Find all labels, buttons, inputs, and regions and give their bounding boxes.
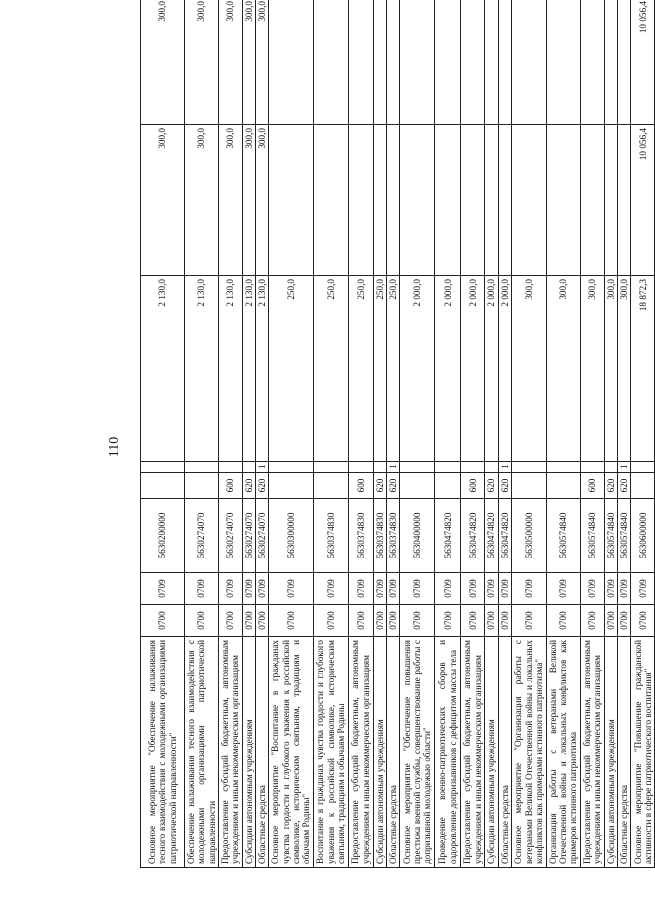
row-amount-year-1: 2 000,0: [485, 276, 498, 462]
row-name: Предоставление субсидий бюджетным, автономным учреждениям и иным некоммерческим организациям: [348, 637, 373, 868]
row-amount-year-3: 300,0: [141, 0, 185, 125]
table-row: [511, 0, 546, 868]
row-section: 0700: [400, 605, 435, 637]
row-subsection: 0709: [511, 573, 546, 605]
row-target-article: 5630200000: [141, 499, 185, 573]
row-section: 0700: [511, 605, 546, 637]
row-amount-year-1: 300,0: [546, 276, 580, 462]
row-section: 0700: [269, 605, 313, 637]
row-subsection: 0709: [435, 573, 461, 605]
row-expense-type: 600: [218, 473, 242, 499]
row-amount-year-3: 300,0: [185, 0, 219, 125]
row-name: Субсидии автономным учреждениям: [242, 637, 255, 868]
row-amount-year-1: 2 130,0: [141, 276, 185, 462]
table-row: [373, 0, 386, 868]
row-target-article: 5630374830: [313, 499, 348, 573]
row-target-article: 5630300000: [269, 499, 313, 573]
row-section: 0700: [435, 605, 461, 637]
row-expense-type: 620: [485, 473, 498, 499]
row-amount-year-3: [400, 0, 435, 125]
row-amount-year-2: [313, 125, 348, 276]
row-subsection: 0709: [269, 573, 313, 605]
row-section: 0700: [580, 605, 604, 637]
row-amount-year-2: [618, 125, 631, 276]
row-source-mark: [485, 462, 498, 473]
row-amount-year-3: [580, 0, 604, 125]
row-amount-year-1: 2 000,0: [400, 276, 435, 462]
row-amount-year-1: 2 000,0: [435, 276, 461, 462]
row-amount-year-1: 300,0: [618, 276, 631, 462]
row-subsection: 0709: [373, 573, 386, 605]
row-amount-year-1: 250,0: [313, 276, 348, 462]
row-subsection: 0709: [386, 573, 399, 605]
row-amount-year-2: [435, 125, 461, 276]
row-name: Областные средства: [256, 637, 269, 868]
row-amount-year-1: 2 000,0: [498, 276, 511, 462]
row-subsection: 0709: [546, 573, 580, 605]
row-section: 0700: [604, 605, 617, 637]
table-row: [386, 0, 399, 868]
row-subsection: 0709: [461, 573, 485, 605]
row-name: Основное мероприятие "Организация работы с ветеранами Великой Отечественной войны и локальных конфликтов как примерами истинного патриотизма": [511, 637, 546, 868]
row-amount-year-2: [461, 125, 485, 276]
budget-table: [140, 0, 655, 868]
row-amount-year-1: 250,0: [386, 276, 399, 462]
row-name: Основное мероприятие "Воспитание в гражданах чувства гордости и глубокого уважения к российской символике, историческим святыням, традициям и обычаям Родины": [269, 637, 313, 868]
row-expense-type: 620: [498, 473, 511, 499]
row-amount-year-1: 300,0: [580, 276, 604, 462]
row-source-mark: [242, 462, 255, 473]
table-row: [256, 0, 269, 868]
row-name: Проведение военно-патриотических сборов и оздоровление допризывников с дефицитом массы тела: [435, 637, 461, 868]
row-amount-year-1: 2 130,0: [218, 276, 242, 462]
row-name: Организация работы с ветеранами Великой Отечественной войны и локальных конфликтов как примеров истинного патриотизма: [546, 637, 580, 868]
row-source-mark: [631, 462, 655, 473]
table-row: [435, 0, 461, 868]
row-name: Основное мероприятие "Обеспечение налаживания тесного взаимодействия с молодежными организациями патриотической направленности": [141, 637, 185, 868]
row-amount-year-1: 250,0: [348, 276, 373, 462]
row-expense-type: [631, 473, 655, 499]
row-target-article: 5630474820: [435, 499, 461, 573]
row-subsection: 0709: [185, 573, 219, 605]
table-row: [218, 0, 242, 868]
table-row: [461, 0, 485, 868]
row-name: Областные средства: [618, 637, 631, 868]
row-source-mark: [269, 462, 313, 473]
row-expense-type: 620: [604, 473, 617, 499]
row-name: Воспитание в гражданах чувства гордости и глубокого уважения к российской символике, историческим святыням, традициям и обычаям Родины: [313, 637, 348, 868]
row-target-article: 5630274070: [256, 499, 269, 573]
row-target-article: 5630274070: [242, 499, 255, 573]
table-row: [498, 0, 511, 868]
row-amount-year-3: [435, 0, 461, 125]
row-source-mark: [141, 462, 185, 473]
row-amount-year-2: [400, 125, 435, 276]
table-row: [242, 0, 255, 868]
row-amount-year-1: 300,0: [604, 276, 617, 462]
row-section: 0700: [618, 605, 631, 637]
row-amount-year-3: [498, 0, 511, 125]
row-target-article: 5630474820: [485, 499, 498, 573]
row-target-article: 5630574840: [604, 499, 617, 573]
row-name: Областные средства: [386, 637, 399, 868]
row-name: Предоставление субсидий бюджетным, автономным учреждениям и иным некоммерческим организациям: [580, 637, 604, 868]
row-source-mark: [604, 462, 617, 473]
row-target-article: 5630400000: [400, 499, 435, 573]
row-amount-year-1: 250,0: [269, 276, 313, 462]
table-row: [400, 0, 435, 868]
row-amount-year-3: [269, 0, 313, 125]
row-section: 0700: [256, 605, 269, 637]
row-amount-year-2: [373, 125, 386, 276]
row-source-mark: [580, 462, 604, 473]
row-name: Основное мероприятие "Повышение гражданской активности в сфере патриотического воспитания": [631, 637, 655, 868]
row-amount-year-1: 2 000,0: [461, 276, 485, 462]
row-subsection: 0709: [218, 573, 242, 605]
row-amount-year-2: [386, 125, 399, 276]
row-target-article: 5630474820: [498, 499, 511, 573]
row-amount-year-3: 300,0: [218, 0, 242, 125]
row-subsection: 0709: [618, 573, 631, 605]
row-amount-year-1: 2 130,0: [256, 276, 269, 462]
table-row: [485, 0, 498, 868]
row-source-mark: [313, 462, 348, 473]
row-source-mark: 1: [618, 462, 631, 473]
table-row: [348, 0, 373, 868]
table-row: [269, 0, 313, 868]
table-row: [141, 0, 185, 868]
row-target-article: 5630474820: [461, 499, 485, 573]
row-target-article: 5630574840: [618, 499, 631, 573]
row-section: 0700: [546, 605, 580, 637]
row-amount-year-3: [313, 0, 348, 125]
row-source-mark: [400, 462, 435, 473]
row-expense-type: [141, 473, 185, 499]
table-row: [604, 0, 617, 868]
row-section: 0700: [631, 605, 655, 637]
row-amount-year-3: [348, 0, 373, 125]
row-target-article: 5630500000: [511, 499, 546, 573]
row-amount-year-2: 300,0: [242, 125, 255, 276]
row-amount-year-3: [511, 0, 546, 125]
row-expense-type: [435, 473, 461, 499]
row-subsection: 0709: [485, 573, 498, 605]
row-name: Предоставление субсидий бюджетным, автономным учреждениям и иным некоммерческим организациям: [218, 637, 242, 868]
row-name: Основное мероприятие "Обеспечение повышения престижа военной службы, совершенствование работы с допризывной молодежью области": [400, 637, 435, 868]
row-subsection: 0709: [348, 573, 373, 605]
row-section: 0700: [498, 605, 511, 637]
row-name: Субсидии автономным учреждениям: [373, 637, 386, 868]
row-target-article: 5630574840: [580, 499, 604, 573]
row-expense-type: [400, 473, 435, 499]
row-section: 0700: [386, 605, 399, 637]
row-amount-year-1: 18 872,3: [631, 276, 655, 462]
row-amount-year-2: [546, 125, 580, 276]
table-row: [618, 0, 631, 868]
row-amount-year-2: [511, 125, 546, 276]
row-source-mark: [435, 462, 461, 473]
row-target-article: 5630374830: [386, 499, 399, 573]
row-expense-type: 600: [461, 473, 485, 499]
row-source-mark: 1: [256, 462, 269, 473]
row-amount-year-2: 300,0: [185, 125, 219, 276]
row-expense-type: 620: [373, 473, 386, 499]
row-expense-type: 620: [386, 473, 399, 499]
row-subsection: 0709: [242, 573, 255, 605]
budget-table-body: [141, 0, 655, 868]
row-expense-type: [313, 473, 348, 499]
row-name: Предоставление субсидий бюджетным, автономным учреждениям и иным некоммерческим организациям: [461, 637, 485, 868]
row-amount-year-2: 300,0: [141, 125, 185, 276]
row-expense-type: 600: [580, 473, 604, 499]
row-amount-year-3: 10 056,4: [631, 0, 655, 125]
row-name: Субсидии автономным учреждениям: [604, 637, 617, 868]
row-source-mark: [348, 462, 373, 473]
row-amount-year-2: [269, 125, 313, 276]
row-subsection: 0709: [604, 573, 617, 605]
row-section: 0700: [141, 605, 185, 637]
row-section: 0700: [218, 605, 242, 637]
row-expense-type: 620: [242, 473, 255, 499]
row-target-article: 5630274070: [185, 499, 219, 573]
row-amount-year-2: 10 056,4: [631, 125, 655, 276]
row-expense-type: [269, 473, 313, 499]
row-source-mark: 1: [386, 462, 399, 473]
row-target-article: 5630374830: [373, 499, 386, 573]
row-expense-type: 620: [256, 473, 269, 499]
row-subsection: 0709: [631, 573, 655, 605]
row-amount-year-3: [386, 0, 399, 125]
row-amount-year-1: 2 130,0: [185, 276, 219, 462]
row-section: 0700: [242, 605, 255, 637]
row-expense-type: [185, 473, 219, 499]
row-expense-type: 600: [348, 473, 373, 499]
row-amount-year-2: [498, 125, 511, 276]
row-amount-year-3: [604, 0, 617, 125]
rotated-page: [140, 0, 653, 868]
page-number: 110: [107, 436, 122, 458]
row-expense-type: [546, 473, 580, 499]
row-target-article: 5630374830: [348, 499, 373, 573]
row-source-mark: 1: [498, 462, 511, 473]
row-amount-year-3: 300,0: [242, 0, 255, 125]
row-target-article: 5630600000: [631, 499, 655, 573]
row-section: 0700: [348, 605, 373, 637]
row-amount-year-1: 250,0: [373, 276, 386, 462]
row-source-mark: [373, 462, 386, 473]
row-section: 0700: [485, 605, 498, 637]
row-section: 0700: [373, 605, 386, 637]
row-amount-year-2: 300,0: [256, 125, 269, 276]
row-source-mark: [546, 462, 580, 473]
row-target-article: 5630274070: [218, 499, 242, 573]
row-name: Областные средства: [498, 637, 511, 868]
row-subsection: 0709: [498, 573, 511, 605]
table-row: [546, 0, 580, 868]
row-amount-year-3: [485, 0, 498, 125]
row-amount-year-2: [485, 125, 498, 276]
row-amount-year-3: [546, 0, 580, 125]
row-source-mark: [218, 462, 242, 473]
row-subsection: 0709: [313, 573, 348, 605]
row-amount-year-2: 300,0: [218, 125, 242, 276]
row-amount-year-3: [461, 0, 485, 125]
row-amount-year-3: [373, 0, 386, 125]
row-amount-year-3: [618, 0, 631, 125]
table-row: [313, 0, 348, 868]
row-source-mark: [511, 462, 546, 473]
row-subsection: 0709: [400, 573, 435, 605]
row-amount-year-3: 300,0: [256, 0, 269, 125]
row-expense-type: 620: [618, 473, 631, 499]
row-source-mark: [185, 462, 219, 473]
row-name: Субсидии автономным учреждениям: [485, 637, 498, 868]
row-section: 0700: [313, 605, 348, 637]
row-section: 0700: [185, 605, 219, 637]
row-subsection: 0709: [256, 573, 269, 605]
row-amount-year-2: [348, 125, 373, 276]
table-row: [631, 0, 655, 868]
row-amount-year-1: 2 130,0: [242, 276, 255, 462]
table-row: [580, 0, 604, 868]
table-row: [185, 0, 219, 868]
row-amount-year-2: [580, 125, 604, 276]
row-source-mark: [461, 462, 485, 473]
row-section: 0700: [461, 605, 485, 637]
row-amount-year-1: 300,0: [511, 276, 546, 462]
row-target-article: 5630574840: [546, 499, 580, 573]
row-expense-type: [511, 473, 546, 499]
row-subsection: 0709: [580, 573, 604, 605]
row-name: Обеспечение налаживания тесного взаимодействия с молодежными организациями патриотической направленности: [185, 637, 219, 868]
row-subsection: 0709: [141, 573, 185, 605]
row-amount-year-2: [604, 125, 617, 276]
